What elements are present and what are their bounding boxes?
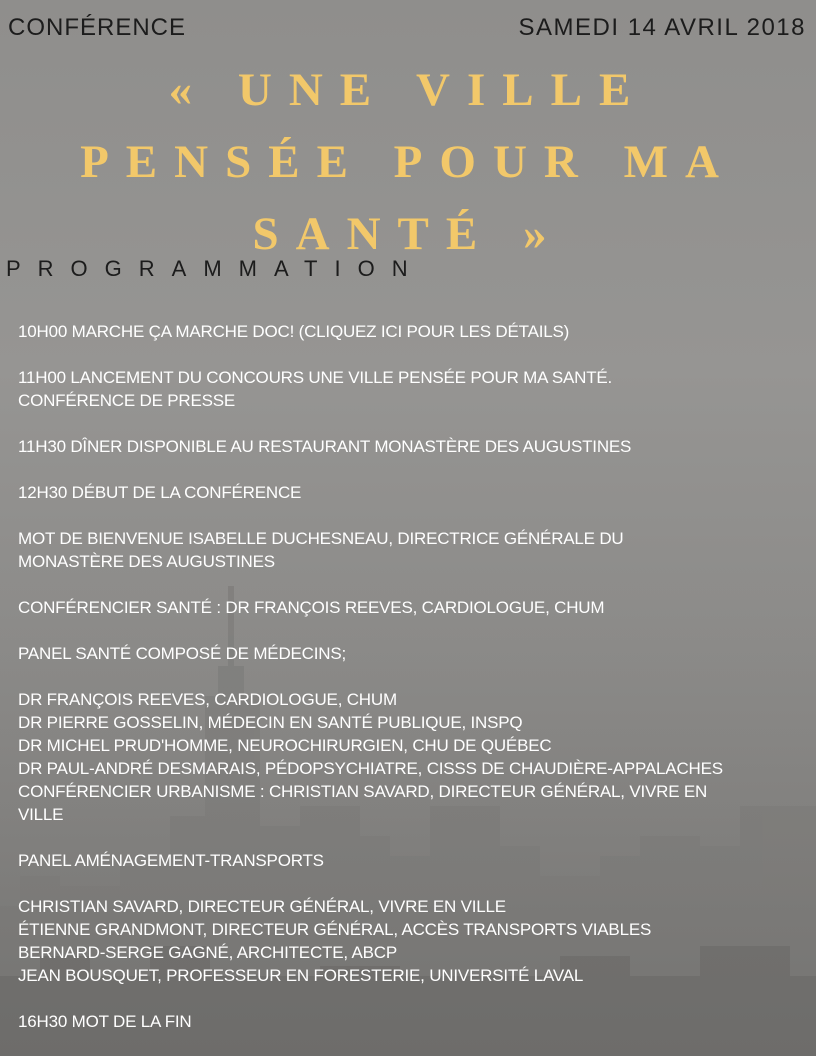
program-item: ÉTIENNE GRANDMONT, DIRECTEUR GÉNÉRAL, ACCÈS TRANSPORTS VIABLES xyxy=(18,920,652,939)
page-title xyxy=(0,54,816,270)
program-item: DR FRANÇOIS REEVES, CARDIOLOGUE, CHUM xyxy=(18,690,397,709)
program-item: VILLE xyxy=(18,805,64,824)
program-item: 11H00 LANCEMENT DU CONCOURS UNE VILLE PENSÉE POUR MA SANTÉ. xyxy=(18,368,613,387)
program-item: CHRISTIAN SAVARD, DIRECTEUR GÉNÉRAL, VIVRE EN VILLE xyxy=(18,897,506,916)
program-item: MONASTÈRE DES AUGUSTINES xyxy=(18,552,275,571)
program-item: DR PAUL-ANDRÉ DESMARAIS, PÉDOPSYCHIATRE, CISSS DE CHAUDIÈRE-APPALACHES xyxy=(18,759,723,778)
program-item: 16H30 MOT DE LA FIN xyxy=(18,1012,192,1031)
program-item: PANEL AMÉNAGEMENT-TRANSPORTS xyxy=(18,851,324,870)
program-item: PANEL SANTÉ COMPOSÉ DE MÉDECINS; xyxy=(18,644,346,663)
program-item: CONFÉRENCIER SANTÉ : DR FRANÇOIS REEVES, CARDIOLOGUE, CHUM xyxy=(18,598,605,617)
event-date: SAMEDI 14 AVRIL 2018 xyxy=(518,14,806,41)
program-item: BERNARD-SERGE GAGNÉ, ARCHITECTE, ABCP xyxy=(18,943,397,962)
title-line-3: SANTÉ » xyxy=(252,208,564,260)
event-type: CONFÉRENCE xyxy=(8,14,187,41)
title-line-2: PENSÉE POUR MA xyxy=(80,136,736,188)
program-item: JEAN BOUSQUET, PROFESSEUR EN FORESTERIE, UNIVERSITÉ LAVAL xyxy=(18,966,584,985)
section-heading: PROGRAMMATION xyxy=(6,256,425,281)
program-item: CONFÉRENCE DE PRESSE xyxy=(18,391,236,410)
program-item: DR MICHEL PRUD'HOMME, NEUROCHIRURGIEN, CHU DE QUÉBEC xyxy=(18,736,552,755)
program-item: MOT DE BIENVENUE ISABELLE DUCHESNEAU, DIRECTRICE GÉNÉRALE DU xyxy=(18,529,624,548)
program-item: 12H30 DÉBUT DE LA CONFÉRENCE xyxy=(18,483,302,502)
program-item[interactable]: 10H00 MARCHE ÇA MARCHE DOC! (CLIQUEZ ICI POUR LES DÉTAILS) xyxy=(18,322,570,341)
title-line-1: « UNE VILLE xyxy=(168,64,648,116)
program-item: CONFÉRENCIER URBANISME : CHRISTIAN SAVARD, DIRECTEUR GÉNÉRAL, VIVRE EN xyxy=(18,782,708,801)
program-item: 11H30 DÎNER DISPONIBLE AU RESTAURANT MONASTÈRE DES AUGUSTINES xyxy=(18,437,632,456)
program-item: DR PIERRE GOSSELIN, MÉDECIN EN SANTÉ PUBLIQUE, INSPQ xyxy=(18,713,523,732)
program-list xyxy=(18,320,808,1033)
